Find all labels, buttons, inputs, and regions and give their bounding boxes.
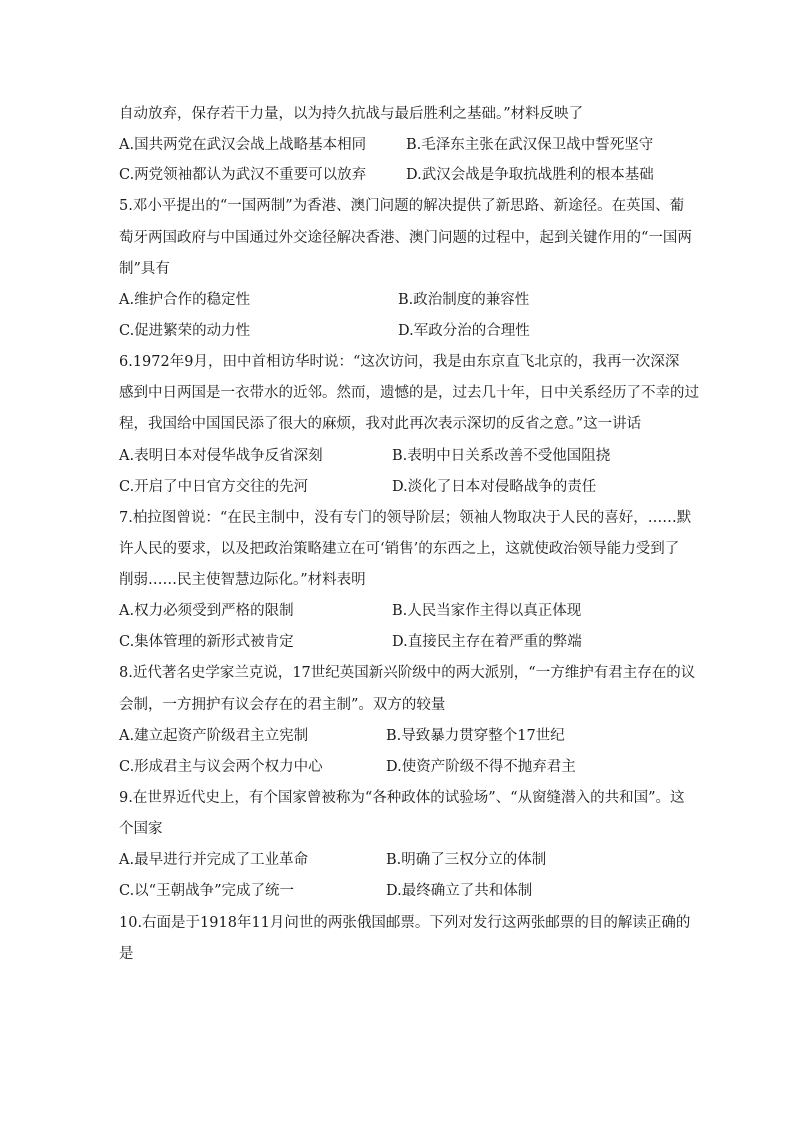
option-d: D.武汉会战是争取抗战胜利的根本基础: [406, 167, 654, 183]
question-7-line-3: 削弱……民主使智慧边际化。”材料表明: [119, 572, 366, 588]
option-b: B.人民当家作主得以真正体现: [392, 603, 582, 619]
option-a: A.国共两党在武汉会战上战略基本相同: [119, 137, 367, 153]
option-b: B.政治制度的兼容性: [398, 292, 530, 308]
option-c: C.促进繁荣的动力性: [119, 323, 251, 339]
question-6-line-3: 程，我国给中国国民添了很大的麻烦，我对此再次表示深切的反省之意。”这一讲话: [119, 416, 642, 432]
option-d: D.直接民主存在着严重的弊端: [392, 634, 582, 650]
option-a: A.建立起资产阶级君主立宪制: [119, 728, 309, 744]
option-a: A.权力必须受到严格的限制: [119, 603, 294, 619]
option-b: B.毛泽东主张在武汉保卫战中誓死坚守: [406, 137, 654, 153]
option-a: A.表明日本对侵华战争反省深刻: [119, 448, 323, 464]
question-9-line-2: 个国家: [119, 821, 163, 837]
question-9-line-1: 9.在世界近代史上，有个国家曾被称为“各种政体的试验场”、“从窗缝潜入的共和国”。这: [119, 790, 685, 806]
question-8-line-1: 8.近代著名史学家兰克说，17世纪英国新兴阶级中的两大派别，“一方维护有君主存在的议: [119, 665, 696, 681]
option-a: A.最早进行并完成了工业革命: [119, 852, 309, 868]
option-c: C.以“王朝战争”完成了统一: [119, 883, 295, 899]
option-b: B.表明中日关系改善不受他国阻挠: [392, 448, 611, 464]
question-5-line-2: 萄牙两国政府与中国通过外交途径解决香港、澳门问题的过程中，起到关键作用的“一国两: [119, 230, 692, 246]
question-6-line-1: 6.1972年9月，田中首相访华时说：“这次访问，我是由东京直飞北京的，我再一次深深: [119, 354, 680, 370]
option-d: D.军政分治的合理性: [398, 323, 530, 339]
option-c: C.形成君主与议会两个权力中心: [119, 759, 323, 775]
option-d: D.使资产阶级不得不抛弃君主: [386, 759, 576, 775]
option-b: B.明确了三权分立的体制: [386, 852, 547, 868]
option-d: D.淡化了日本对侵略战争的责任: [392, 479, 597, 495]
question-10-line-1: 10.右面是于1918年11月问世的两张俄国邮票。下列对发行这两张邮票的目的解读正确的: [119, 915, 691, 931]
question-5-line-1: 5.邓小平提出的“一国两制”为香港、澳门问题的解决提供了新思路、新途径。在英国、葡: [119, 198, 685, 214]
question-7-line-1: 7.柏拉图曾说：“在民主制中，没有专门的领导阶层；领袖人物取决于人民的喜好，……默: [119, 510, 692, 526]
question-6-line-2: 感到中日两国是一衣带水的近邻。然而，遗憾的是，过去几十年，日中关系经历了不幸的过: [119, 385, 699, 401]
option-c: C.两党领袖都认为武汉不重要可以放弃: [119, 167, 367, 183]
option-a: A.维护合作的稳定性: [119, 292, 251, 308]
option-c: C.开启了中日官方交往的先河: [119, 479, 309, 495]
question-7-line-2: 许人民的要求，以及把政治策略建立在可‘销售’的东西之上，这就使政治领导能力受到了: [119, 541, 680, 557]
option-b: B.导致暴力贯穿整个17世纪: [386, 728, 565, 744]
question-8-line-2: 会制，一方拥护有议会存在的君主制”。双方的较量: [119, 697, 446, 713]
option-d: D.最终确立了共和体制: [386, 883, 533, 899]
question-10-line-2: 是: [119, 946, 134, 962]
passage-line: 自动放弃，保存若干力量，以为持久抗战与最后胜利之基础。”材料反映了: [119, 106, 584, 122]
option-c: C.集体管理的新形式被肯定: [119, 634, 294, 650]
question-5-line-3: 制”具有: [119, 261, 170, 277]
